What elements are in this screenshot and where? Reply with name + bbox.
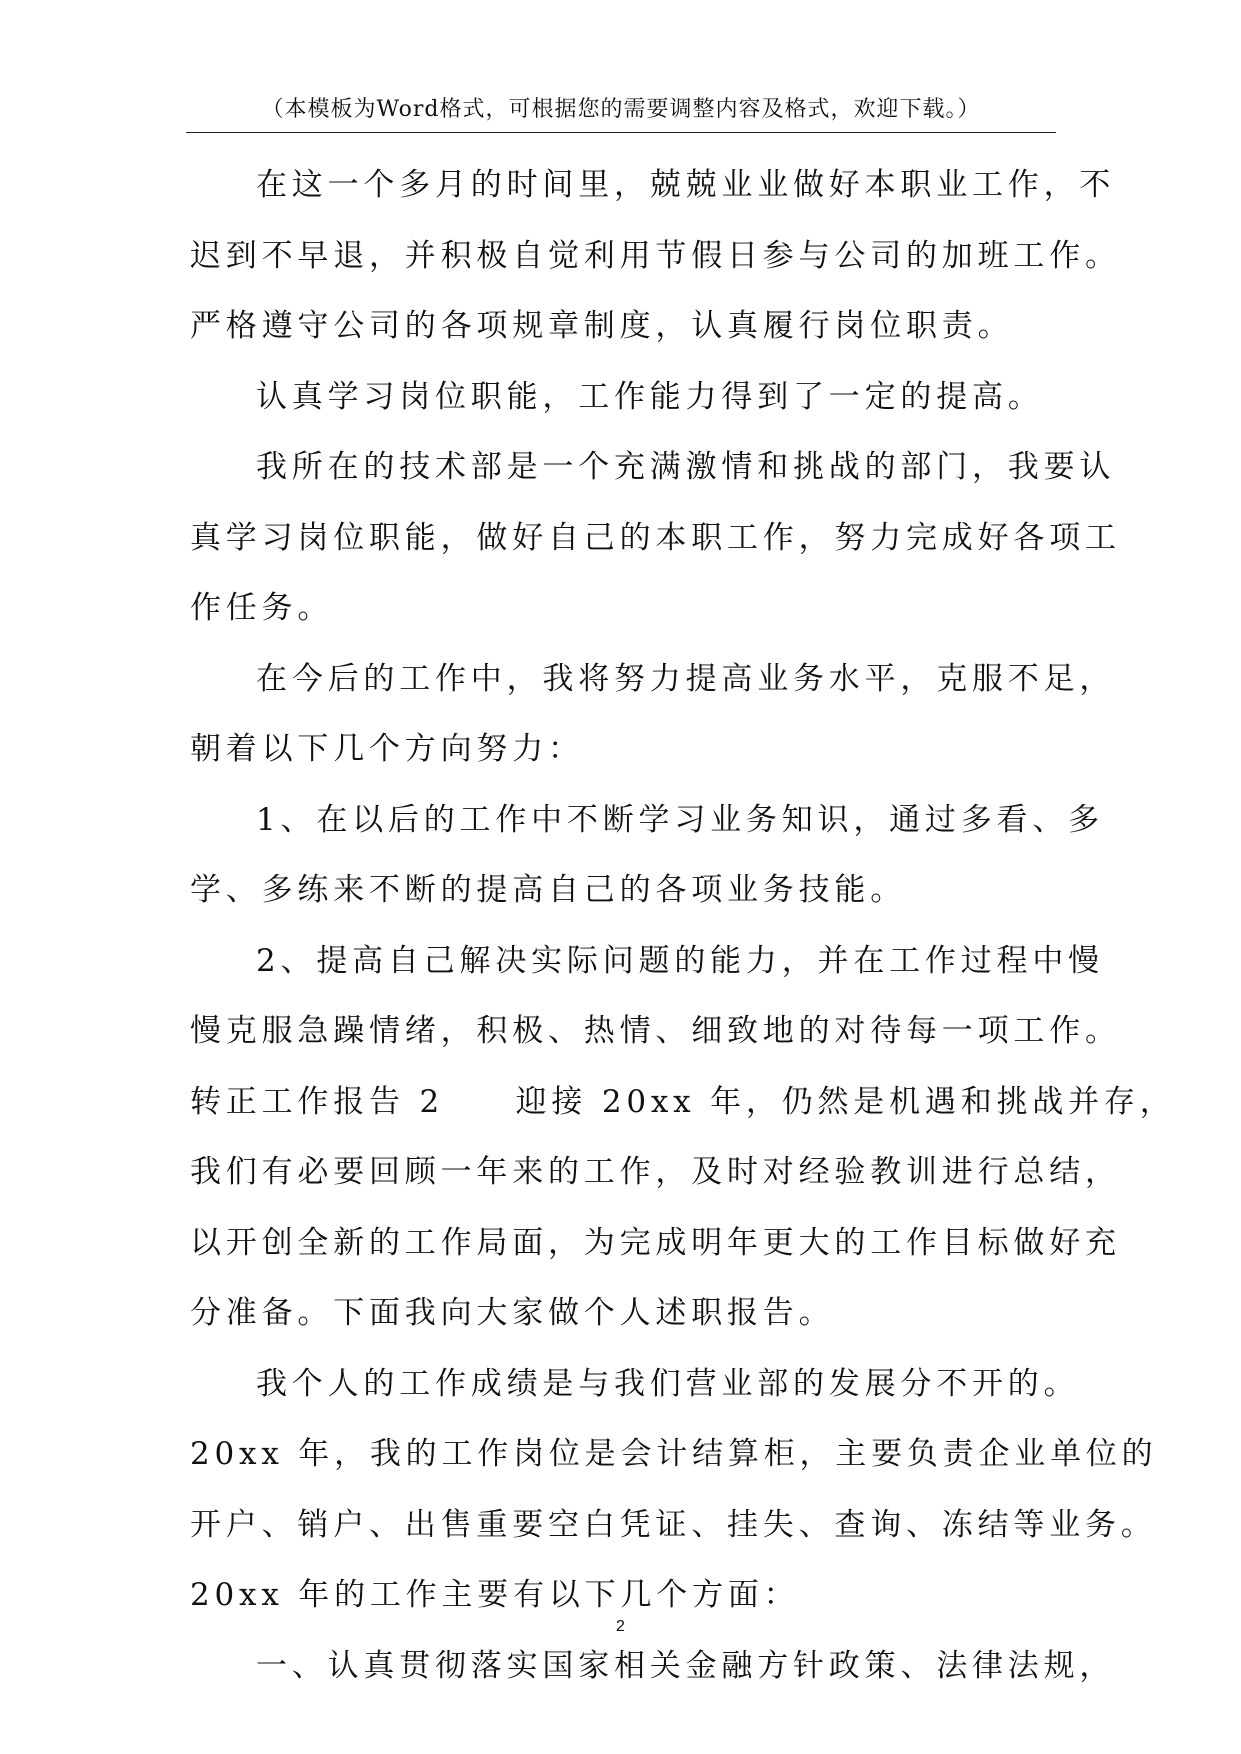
- text-line: 学、多练来不断的提高自己的各项业务技能。: [190, 872, 906, 908]
- text-line: 以开创全新的工作局面，为完成明年更大的工作目标做好充: [190, 1224, 1121, 1261]
- text-line: 转正工作报告 2 迎接 20xx 年，仍然是机遇和挑战并存，: [190, 1083, 1176, 1120]
- text-line: 我们有必要回顾一年来的工作，及时对经验教训进行总结，: [190, 1154, 1121, 1190]
- text-line: 开户、销户、出售重要空白凭证、挂失、查询、冻结等业务。: [190, 1506, 1157, 1543]
- text-line: 严格遵守公司的各项规章制度，认真履行岗位职责。: [190, 308, 1014, 344]
- text-line: 迟到不早退，并积极自觉利用节假日参与公司的加班工作。: [190, 237, 1121, 274]
- text-line: 真学习岗位职能，做好自己的本职工作，努力完成好各项工: [190, 519, 1121, 556]
- document-body: [190, 150, 1176, 1701]
- text-line: 2、提高自己解决实际问题的能力，并在工作过程中慢: [256, 942, 1104, 979]
- text-line: 在这一个多月的时间里，兢兢业业做好本职业工作，不: [256, 167, 1116, 203]
- page-number: 2: [616, 1618, 625, 1635]
- text-line: 认真学习岗位职能，工作能力得到了一定的提高。: [256, 378, 1044, 415]
- text-line: 一、认真贯彻落实国家相关金融方针政策、法律法规，: [256, 1647, 1116, 1684]
- text-line: 20xx 年，我的工作岗位是会计结算柜，主要负责企业单位的: [190, 1436, 1158, 1472]
- text-line: 作任务。: [190, 590, 334, 626]
- text-line: 1、在以后的工作中不断学习业务知识，通过多看、多: [256, 801, 1104, 838]
- text-line: 分准备。下面我向大家做个人述职报告。: [190, 1295, 835, 1331]
- text-line: 慢克服急躁情绪，积极、热情、细致地的对待每一项工作。: [190, 1013, 1121, 1049]
- text-line: 我个人的工作成绩是与我们营业部的发展分不开的。: [256, 1365, 1080, 1402]
- header-divider: [186, 132, 1056, 133]
- text-line: 在今后的工作中，我将努力提高业务水平，克服不足，: [256, 660, 1116, 697]
- text-line: 20xx 年的工作主要有以下几个方面：: [190, 1577, 800, 1613]
- template-notice: （本模板为Word格式，可根据您的需要调整内容及格式，欢迎下载。）: [261, 97, 981, 122]
- text-line: 我所在的技术部是一个充满激情和挑战的部门，我要认: [256, 449, 1116, 485]
- text-line: 朝着以下几个方向努力：: [190, 731, 584, 767]
